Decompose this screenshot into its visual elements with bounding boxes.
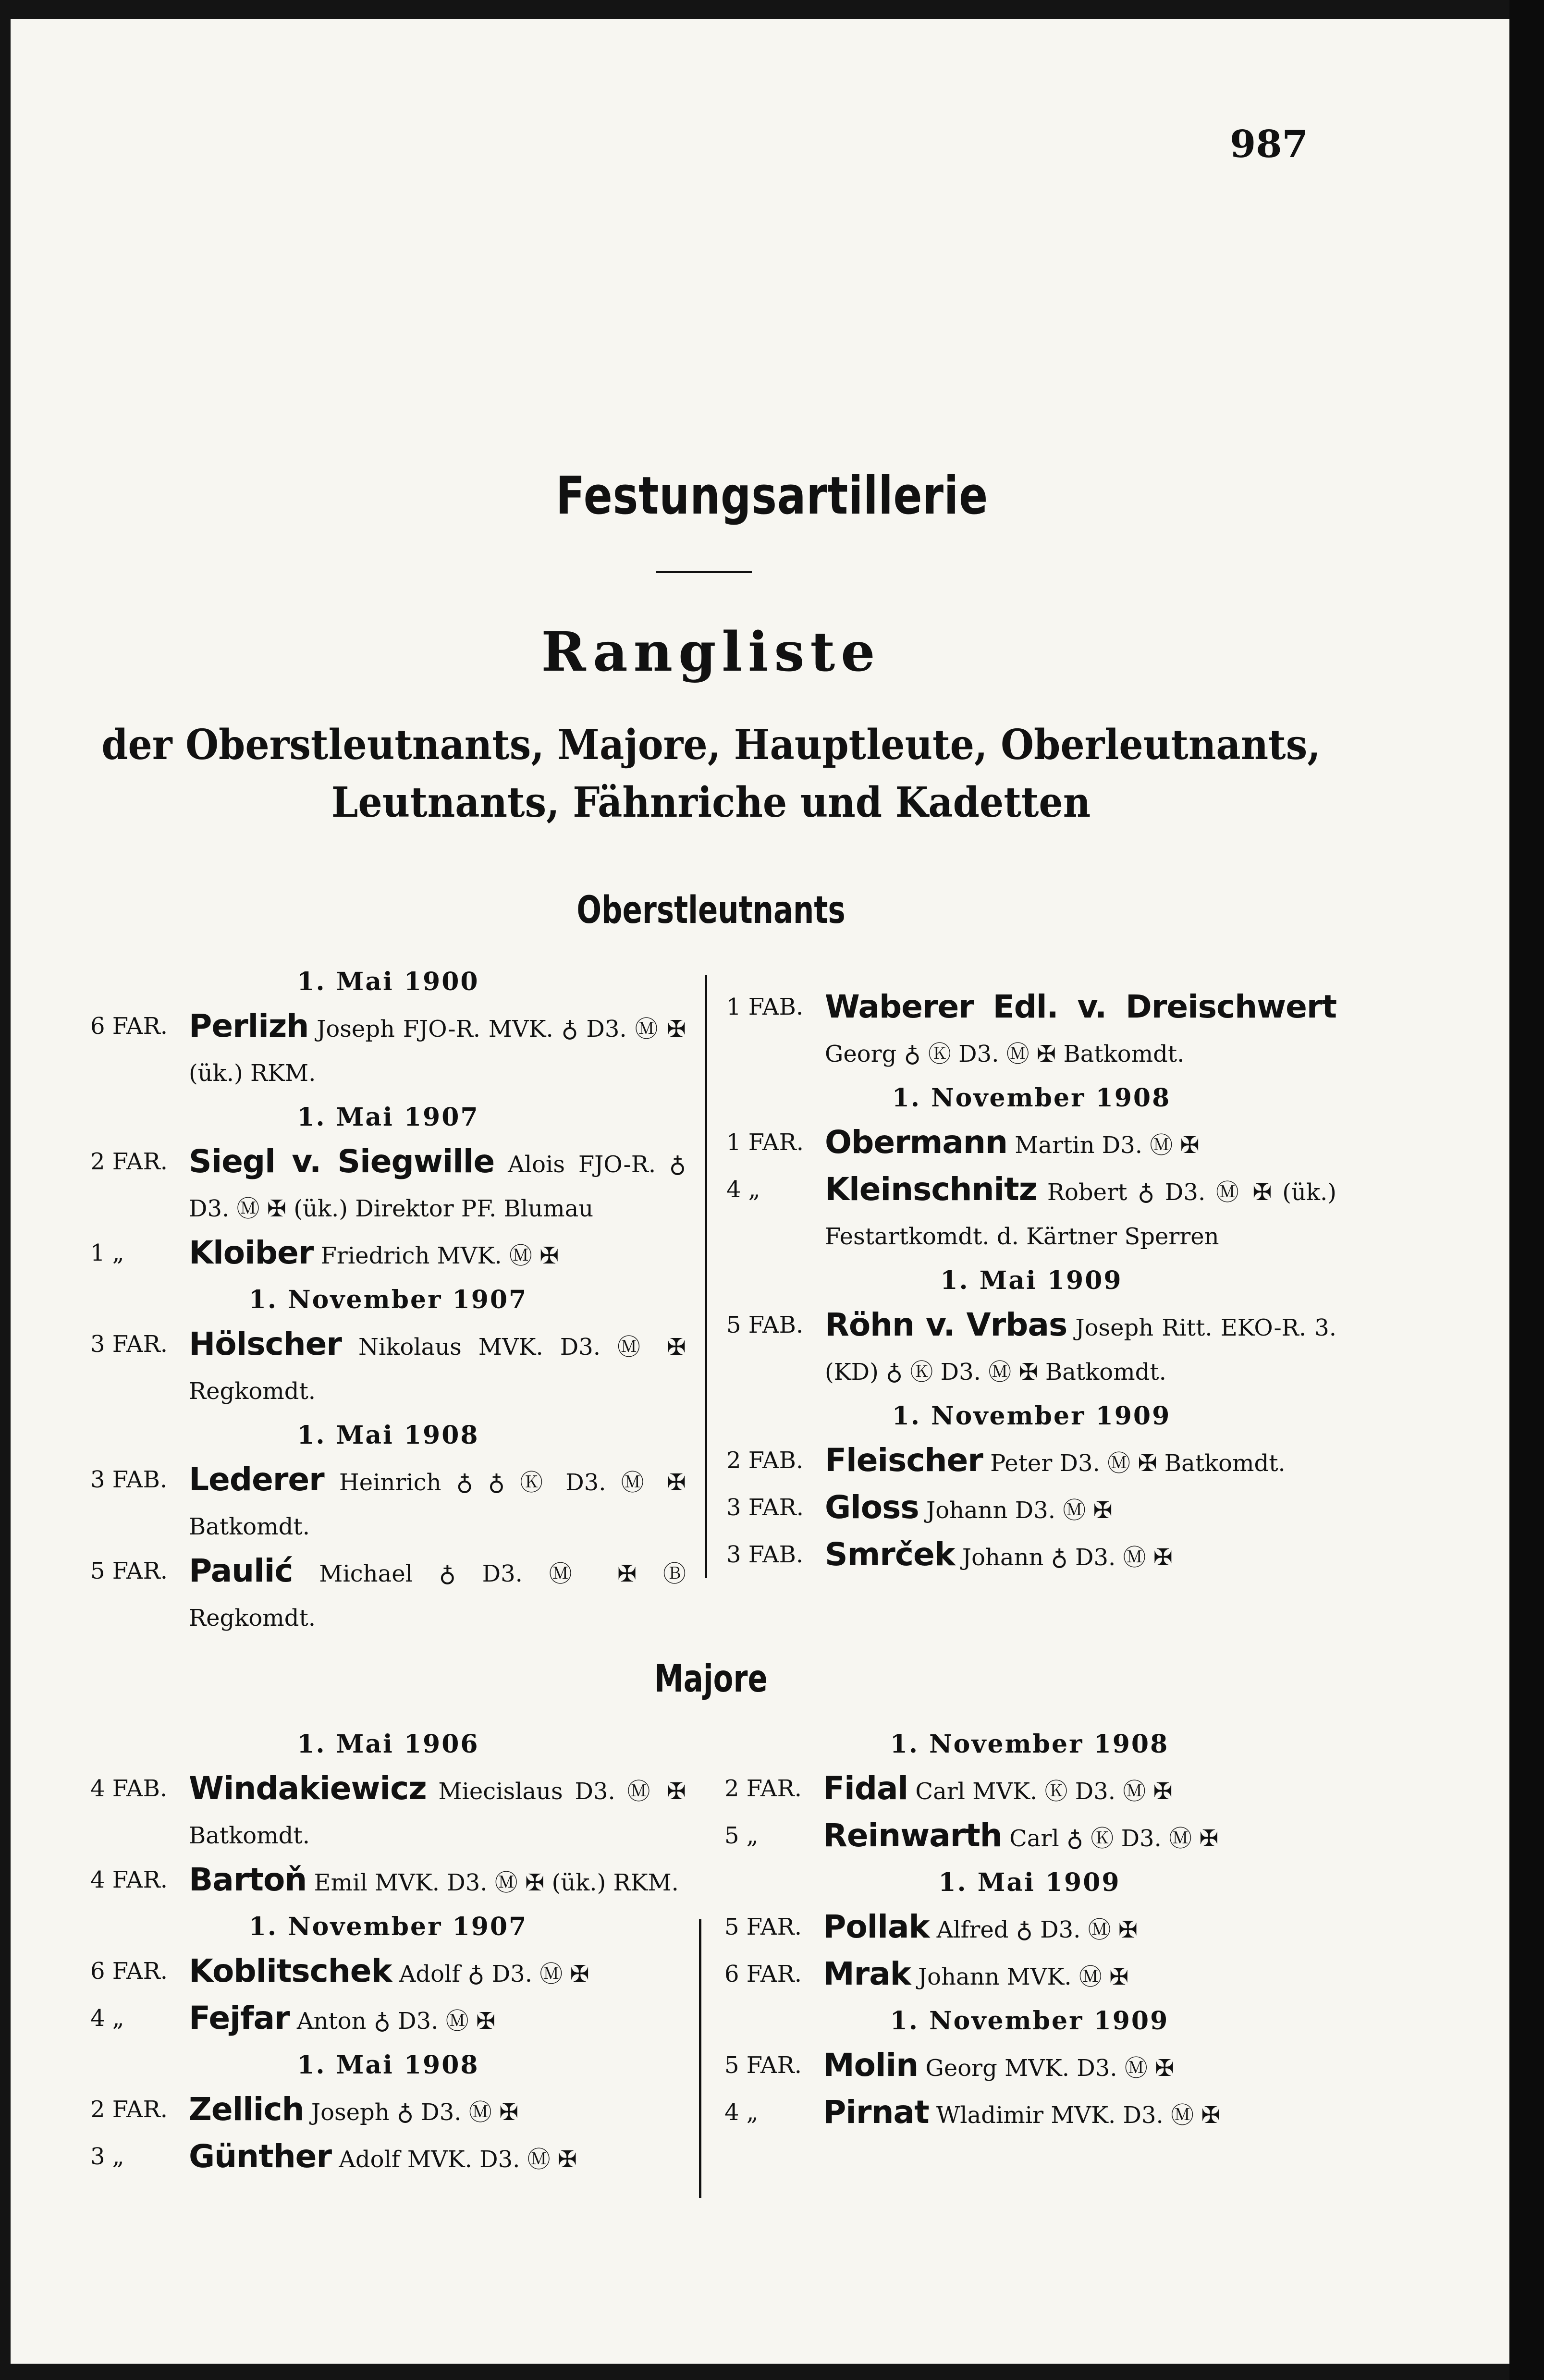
majore-left-column	[90, 1722, 686, 2182]
list-entry	[90, 1322, 686, 1413]
entry-text: Miecislaus D3. Ⓜ ✠ Batkomdt.	[189, 1778, 686, 1849]
list-entry	[724, 2043, 1335, 2090]
entry-unit: 5 FAR.	[724, 2052, 802, 2079]
list-entry	[90, 1004, 686, 1095]
entry-name: Molin	[823, 2047, 919, 2084]
entry-text: Robert ♁ D3. Ⓜ ✠ (ük.) Festartkomdt. d. Kärtner Sperren	[825, 1179, 1336, 1250]
date-heading: 1. Mai 1909	[940, 1266, 1123, 1295]
subtitle-line-2: Leutnants, Fähnriche und Kadetten	[331, 778, 1091, 827]
date-heading: 1. Mai 1909	[938, 1868, 1121, 1897]
entry-unit: 3 FAB.	[90, 1466, 168, 1493]
entry-unit: 5 FAR.	[724, 1914, 802, 1940]
entry-text: Emil MVK. D3. Ⓜ ✠ (ük.) RKM.	[314, 1869, 679, 1896]
page-title: Festungsartillerie	[556, 466, 988, 526]
entry-name: Siegl v. Siegwille	[189, 1143, 495, 1180]
entry-unit: 2 FAR.	[90, 2096, 168, 2123]
entry-text: Peter D3. Ⓜ ✠ Batkomdt.	[990, 1450, 1286, 1477]
list-entry	[90, 1140, 686, 1231]
entry-unit: 4 „	[90, 2005, 124, 2032]
date-heading: 1. Mai 1907	[297, 1103, 479, 1132]
entry-unit: 4 FAB.	[90, 1775, 168, 1802]
entry-text: Friedrich MVK. Ⓜ ✠	[320, 1242, 559, 1269]
entry-name: Pollak	[823, 1908, 930, 1945]
entry-unit: 2 FAR.	[90, 1148, 168, 1175]
subtitle-line-1: der Oberstleutnants, Majore, Hauptleute, Oberleutnants,	[101, 721, 1321, 769]
entry-text: Nikolaus MVK. D3. Ⓜ ✠ Regkomdt.	[189, 1334, 686, 1405]
list-entry	[724, 1905, 1335, 1952]
entry-text: Joseph FJO-R. MVK. ♁ D3. Ⓜ ✠ (ük.) RKM.	[189, 1016, 686, 1087]
entry-text: Adolf MVK. D3. Ⓜ ✠	[339, 2146, 577, 2173]
date-heading: 1. Mai 1908	[297, 1421, 479, 1450]
list-entry	[726, 1167, 1336, 1259]
entry-unit: 3 FAR.	[90, 1331, 168, 1358]
date-heading: 1. November 1909	[892, 1401, 1171, 1431]
entry-text: Carl ♁ Ⓚ D3. Ⓜ ✠	[1009, 1825, 1219, 1852]
page-number: 987	[1230, 123, 1308, 166]
list-entry	[726, 1533, 1336, 1580]
list-entry	[90, 2135, 686, 2182]
entry-text: Johann ♁ D3. Ⓜ ✠	[962, 1544, 1173, 1571]
date-heading: 1. November 1908	[890, 1730, 1169, 1759]
entry-text: Martin D3. Ⓜ ✠	[1015, 1132, 1200, 1159]
date-heading: 1. Mai 1906	[297, 1730, 479, 1759]
majore-right-column	[724, 1722, 1335, 2137]
entry-name: Obermann	[825, 1124, 1007, 1161]
entry-text: Georg MVK. D3. Ⓜ ✠	[925, 2055, 1175, 2082]
entry-unit: 2 FAB.	[726, 1447, 804, 1474]
entry-unit: 6 FAR.	[90, 1958, 168, 1985]
list-entry	[90, 1549, 686, 1640]
date-heading: 1. Mai 1900	[297, 967, 479, 996]
entry-name: Kleinschnitz	[825, 1171, 1037, 1208]
title-divider	[656, 571, 752, 573]
subtitle: Rangliste	[541, 621, 881, 684]
date-heading: 1. November 1908	[892, 1083, 1171, 1113]
entry-text: Anton ♁ D3. Ⓜ ✠	[296, 2008, 496, 2035]
list-entry	[726, 985, 1336, 1076]
entry-unit: 6 FAR.	[90, 1013, 168, 1040]
entry-name: Röhn v. Vrbas	[825, 1306, 1067, 1343]
list-entry	[90, 1858, 686, 1905]
list-entry	[726, 1120, 1336, 1167]
entry-name: Fidal	[823, 1770, 908, 1807]
list-entry	[724, 1814, 1335, 1861]
entry-name: Bartoň	[189, 1861, 307, 1898]
list-entry	[724, 1952, 1335, 1999]
entry-text: Alfred ♁ D3. Ⓜ ✠	[936, 1916, 1138, 1943]
date-heading: 1. Mai 1908	[297, 2050, 479, 2080]
entry-unit: 5 „	[724, 1822, 759, 1849]
list-entry	[90, 2087, 686, 2135]
entry-text: Georg ♁ Ⓚ D3. Ⓜ ✠ Batkomdt.	[825, 1041, 1185, 1067]
entry-unit: 4 „	[726, 1176, 760, 1203]
entry-name: Waberer Edl. v. Dreischwert	[825, 988, 1336, 1025]
entry-unit: 5 FAR.	[90, 1558, 168, 1584]
entry-text: Wladimir MVK. D3. Ⓜ ✠	[936, 2102, 1221, 2129]
entry-unit: 5 FAB.	[726, 1312, 804, 1338]
entry-name: Reinwarth	[823, 1817, 1002, 1854]
entry-name: Kloiber	[189, 1234, 314, 1271]
column-divider	[699, 1919, 701, 2198]
oberstleutnants-right-column	[726, 985, 1336, 1580]
entry-text: Carl MVK. Ⓚ D3. Ⓜ ✠	[915, 1778, 1173, 1805]
list-entry	[90, 1949, 686, 1996]
entry-unit: 1 FAR.	[726, 1129, 804, 1156]
entry-text: Johann D3. Ⓜ ✠	[926, 1497, 1113, 1524]
entry-name: Lederer	[189, 1461, 324, 1498]
entry-name: Gloss	[825, 1489, 919, 1526]
date-heading: 1. November 1907	[248, 1912, 528, 1941]
column-divider	[705, 975, 707, 1578]
entry-unit: 3 FAB.	[726, 1541, 804, 1568]
entry-unit: 1 FAB.	[726, 994, 804, 1020]
date-heading: 1. November 1907	[248, 1285, 528, 1314]
entry-unit: 4 FAR.	[90, 1866, 168, 1893]
entry-name: Pirnat	[823, 2094, 929, 2131]
entry-text: Alois FJO-R. ♁ D3. Ⓜ ✠ (ük.) Direktor PF. Blumau	[189, 1151, 686, 1222]
list-entry	[90, 1231, 686, 1278]
entry-name: Günther	[189, 2138, 331, 2175]
list-entry	[726, 1438, 1336, 1485]
entry-text: Joseph ♁ D3. Ⓜ ✠	[311, 2099, 519, 2126]
entry-unit: 6 FAR.	[724, 1961, 802, 1987]
section-heading-oberstleutnants: Oberstleutnants	[576, 889, 846, 932]
scan-border	[1509, 0, 1544, 2380]
entry-unit: 3 FAR.	[726, 1494, 804, 1521]
entry-unit: 1 „	[90, 1239, 124, 1266]
list-entry	[724, 2090, 1335, 2137]
entry-unit: 3 „	[90, 2143, 124, 2170]
list-entry	[724, 1767, 1335, 1814]
entry-unit: 4 „	[724, 2099, 759, 2126]
entry-name: Koblitschek	[189, 1952, 392, 1989]
entry-name: Mrak	[823, 1955, 911, 1992]
oberstleutnants-left-column	[90, 960, 686, 1640]
entry-text: Adolf ♁ D3. Ⓜ ✠	[399, 1961, 589, 1987]
entry-text: Joseph Ritt. EKO-R. 3. (KD) ♁ Ⓚ D3. Ⓜ ✠ Batkomdt.	[825, 1314, 1336, 1386]
list-entry	[726, 1303, 1336, 1394]
list-entry	[90, 1458, 686, 1549]
entry-name: Fleischer	[825, 1442, 983, 1479]
entry-name: Windakiewicz	[189, 1770, 427, 1807]
entry-name: Zellich	[189, 2091, 304, 2128]
entry-name: Paulić	[189, 1552, 293, 1589]
entry-text: Michael ♁ D3. Ⓜ ✠ Ⓑ Regkomdt.	[189, 1560, 686, 1632]
list-entry	[90, 1767, 686, 1858]
entry-text: Heinrich ♁ ♁ Ⓚ D3. Ⓜ ✠ Batkomdt.	[189, 1469, 686, 1540]
list-entry	[726, 1485, 1336, 1533]
entry-text: Johann MVK. Ⓜ ✠	[918, 1963, 1129, 1990]
date-heading: 1. November 1909	[890, 2006, 1169, 2036]
list-entry	[90, 1996, 686, 2043]
entry-name: Fejfar	[189, 2000, 290, 2036]
section-heading-majore: Majore	[654, 1657, 768, 1701]
entry-unit: 2 FAR.	[724, 1775, 802, 1802]
entry-name: Perlizh	[189, 1007, 309, 1044]
entry-name: Hölscher	[189, 1325, 342, 1362]
entry-name: Smrček	[825, 1536, 955, 1573]
